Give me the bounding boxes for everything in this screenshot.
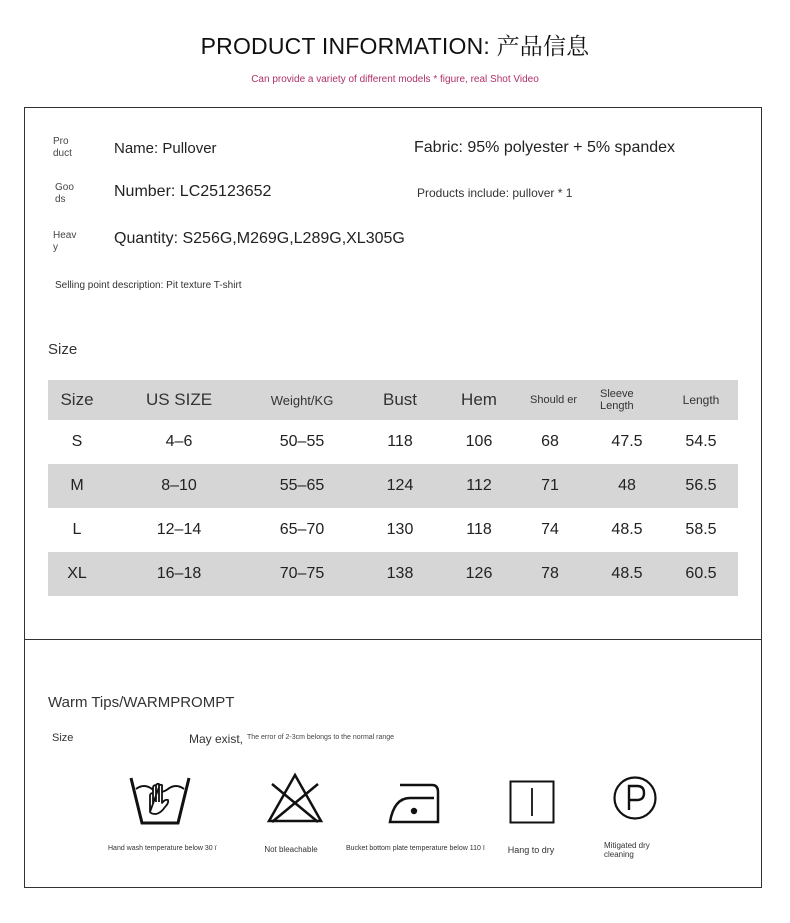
cell: 130 bbox=[386, 521, 414, 538]
product-quantity: Quantity: S256G,M269G,L289G,XL305G bbox=[114, 230, 405, 247]
goods-label: Goo ds bbox=[55, 182, 74, 205]
no-bleach-caption: Not bleachable bbox=[264, 845, 318, 854]
table-row bbox=[48, 552, 738, 596]
cell: 60.5 bbox=[664, 552, 738, 596]
cell: 71 bbox=[510, 464, 590, 508]
tips-size-label: Size bbox=[52, 732, 74, 744]
cell: 126 bbox=[448, 552, 510, 596]
cell: 48.5 bbox=[611, 521, 643, 538]
col-header-size: Size bbox=[48, 380, 106, 420]
cell: 65–70 bbox=[279, 521, 325, 538]
cell: L bbox=[72, 521, 82, 538]
cell: 55–65 bbox=[252, 464, 352, 508]
heavy-label: Heav y bbox=[53, 230, 77, 253]
cell: 74 bbox=[541, 521, 559, 538]
iron-low-icon bbox=[388, 782, 440, 824]
col-header-weight: Weight/KG bbox=[252, 380, 352, 420]
selling-point: Selling point description: Pit texture T-shirt bbox=[55, 280, 242, 291]
cell: 112 bbox=[448, 464, 510, 508]
table-row bbox=[48, 508, 738, 552]
cell: 16–18 bbox=[106, 552, 252, 596]
col-header-shoulder: Should er bbox=[510, 380, 590, 420]
product-name: Name: Pullover bbox=[114, 140, 217, 157]
col-header-us-size: US SIZE bbox=[106, 380, 252, 420]
cell: S bbox=[71, 433, 83, 450]
product-fabric: Fabric: 95% polyester + 5% spandex bbox=[414, 139, 676, 156]
size-section-title: Size bbox=[48, 341, 78, 358]
tips-may-exist: May exist, bbox=[189, 732, 244, 746]
cell: 50–55 bbox=[279, 433, 325, 450]
cell: 48 bbox=[590, 464, 664, 508]
cell: 68 bbox=[541, 433, 559, 450]
hang-dry-caption: Hang to dry bbox=[507, 845, 555, 855]
table-row bbox=[48, 420, 738, 464]
cell: 138 bbox=[352, 552, 448, 596]
cell: XL bbox=[48, 552, 106, 596]
cell: 106 bbox=[465, 433, 493, 450]
size-table-header bbox=[48, 380, 738, 420]
cell: 78 bbox=[510, 552, 590, 596]
table-row bbox=[48, 464, 738, 508]
hang-dry-icon bbox=[509, 780, 555, 824]
cell: 124 bbox=[352, 464, 448, 508]
cell: 118 bbox=[466, 521, 492, 538]
product-label: Pro duct bbox=[53, 136, 72, 159]
page-subtitle: Can provide a variety of different models * figure, real Shot Video bbox=[251, 74, 539, 85]
cell: 8–10 bbox=[106, 464, 252, 508]
cell: 118 bbox=[387, 433, 413, 450]
col-header-length: Length bbox=[664, 380, 738, 420]
col-header-bust: Bust bbox=[352, 380, 448, 420]
col-header-sleeve-length: Sleeve Length bbox=[590, 380, 664, 420]
product-includes: Products include: pullover * 1 bbox=[417, 186, 573, 200]
dry-clean-caption: Mitigated dry cleaning bbox=[604, 841, 650, 859]
cell: 70–75 bbox=[252, 552, 352, 596]
cell: 47.5 bbox=[611, 433, 643, 450]
cell: M bbox=[48, 464, 106, 508]
page-title: PRODUCT INFORMATION: 产品信息 bbox=[200, 33, 590, 59]
size-table bbox=[48, 380, 738, 596]
cell: 56.5 bbox=[664, 464, 738, 508]
cell: 48.5 bbox=[590, 552, 664, 596]
tips-error-note: The error of 2-3cm belongs to the normal range bbox=[247, 734, 395, 741]
iron-low-caption: Bucket bottom plate temperature below 110 ï bbox=[346, 845, 485, 852]
hand-wash-caption: Hand wash temperature below 30 ï bbox=[108, 845, 217, 852]
warm-tips-title: Warm Tips/WARMPROMPT bbox=[48, 694, 235, 711]
col-header-hem: Hem bbox=[448, 380, 510, 420]
cell: 54.5 bbox=[685, 433, 717, 450]
dry-clean-p-icon bbox=[612, 775, 658, 821]
product-number: Number: LC25123652 bbox=[114, 183, 272, 200]
no-bleach-icon bbox=[266, 772, 324, 824]
hand-wash-icon bbox=[128, 774, 192, 826]
cell: 12–14 bbox=[156, 521, 202, 538]
cell: 4–6 bbox=[165, 433, 193, 450]
cell: 58.5 bbox=[685, 521, 717, 538]
